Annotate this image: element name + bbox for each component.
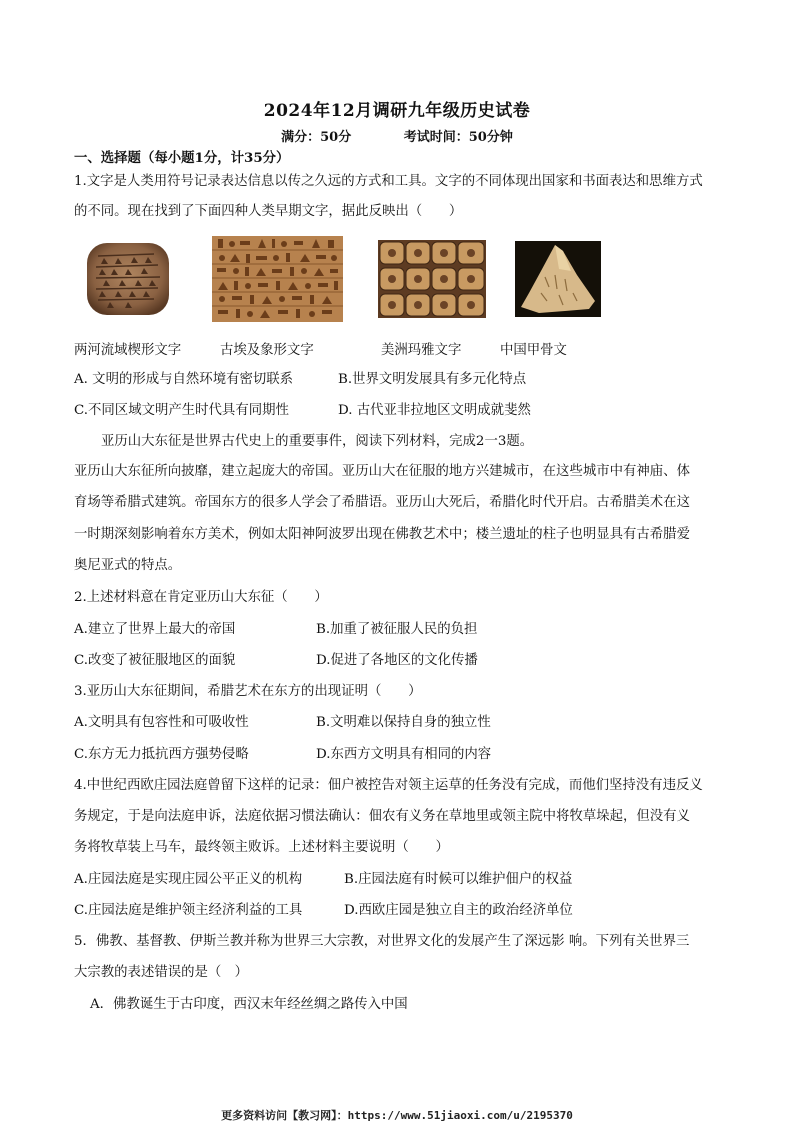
q2-stem: 2.上述材料意在肯定亚历山大东征（ ） (74, 590, 328, 605)
cuneiform-tablet-image (84, 240, 172, 318)
section-heading: 一、选择题（每小题1分，计35分） (74, 150, 290, 166)
q4-stem-line2: 务规定，于是向法庭申诉，法庭依据习惯法确认：佃农有义务在草地里或领主院中将牧草垛起，但没有义 (74, 809, 690, 824)
q4-option-a: A.庄园法庭是实现庄园公平正义的机构 (74, 872, 303, 887)
q2-option-d: D.促进了各地区的文化传播 (316, 653, 478, 668)
q1-option-c: C.不同区域文明产生时代具有同期性 (74, 403, 289, 418)
q1-option-d: D. 古代亚非拉地区文明成就斐然 (338, 403, 531, 418)
oracle-bone-image (515, 241, 601, 317)
footer-link[interactable]: 更多资料访问【教习网】：https://www.51jiaoxi.com/u/2195370 (221, 1109, 573, 1122)
q1-option-a: A. 文明的形成与自然环境有密切联系 (74, 372, 294, 387)
q4-option-b: B.庄园法庭有时候可以维护佃户的权益 (344, 872, 573, 887)
q3-stem: 3.亚历山大东征期间，希腊艺术在东方的出现证明（ ） (74, 684, 422, 699)
q4-option-c: C.庄园法庭是维护领主经济利益的工具 (74, 903, 303, 918)
passage-line1: 亚历山大东征所向披靡，建立起庞大的帝国。亚历山大在征服的地方兴建城市，在这些城市中有神庙、体 (74, 464, 690, 479)
q1-stem-line2: 的不同。现在找到了下面四种人类早期文字，据此反映出（ ） (74, 204, 463, 219)
q5-stem-line2: 大宗教的表述错误的是（ ） (74, 965, 249, 980)
q5-stem-line1: 5．佛教、基督教、伊斯兰教并称为世界三大宗教，对世界文化的发展产生了深远影 响。下列有关世界三 (74, 934, 690, 949)
exam-time: 考试时间：50分钟 (403, 130, 513, 145)
maya-glyph-image (378, 240, 486, 318)
passage-intro: 亚历山大东征是世界古代史上的重要事件，阅读下列材料，完成2一3题。 (101, 434, 534, 449)
q3-option-a: A.文明具有包容性和可吸收性 (74, 715, 249, 730)
q1-option-b: B.世界文明发展具有多元化特点 (338, 372, 527, 387)
q4-stem-line3: 务将牧草装上马车，最终领主败诉。上述材料主要说明（ ） (74, 840, 449, 855)
q2-option-b: B.加重了被征服人民的负担 (316, 622, 478, 637)
passage-line3: 一时期深刻影响着东方美术，例如太阳神阿波罗出现在佛教艺术中；楼兰遗址的柱子也明显具有古希腊爱 (74, 527, 690, 542)
caption-hieroglyph: 古埃及象形文字 (220, 343, 314, 358)
q2-option-c: C.改变了被征服地区的面貌 (74, 653, 236, 668)
q5-option-a: A．佛教诞生于古印度，西汉末年经丝绸之路传入中国 (90, 997, 408, 1012)
q2-option-a: A.建立了世界上最大的帝国 (74, 622, 236, 637)
q3-option-b: B.文明难以保持自身的独立性 (316, 715, 491, 730)
exam-meta (0, 126, 794, 145)
q4-option-d: D.西欧庄园是独立自主的政治经济单位 (344, 903, 573, 918)
caption-oracle-bone: 中国甲骨文 (500, 343, 567, 358)
caption-maya: 美洲玛雅文字 (381, 343, 462, 358)
q1-stem-line1: 1.文字是人类用符号记录表达信息以传之久远的方式和工具。文字的不同体现出国家和书面表达和思维方式 (74, 174, 703, 189)
q3-option-c: C.东方无力抵抗西方强势侵略 (74, 747, 249, 762)
hieroglyph-image (212, 236, 343, 322)
q4-stem-line1: 4.中世纪西欧庄园法庭曾留下这样的记录：佃户被控告对领主运草的任务没有完成，而他们坚持没有违反义 (74, 778, 703, 793)
passage-line4: 奥尼亚式的特点。 (74, 558, 182, 573)
q3-option-d: D.东西方文明具有相同的内容 (316, 747, 492, 762)
full-score: 满分：50分 (281, 130, 352, 145)
passage-line2: 育场等希腊式建筑。帝国东方的很多人学会了希腊语。亚历山大死后，希腊化时代开启。古希腊美术在这 (74, 495, 690, 510)
exam-title: 2024年12月调研九年级历史试卷 (263, 101, 531, 121)
caption-cuneiform: 两河流域楔形文字 (74, 343, 182, 358)
